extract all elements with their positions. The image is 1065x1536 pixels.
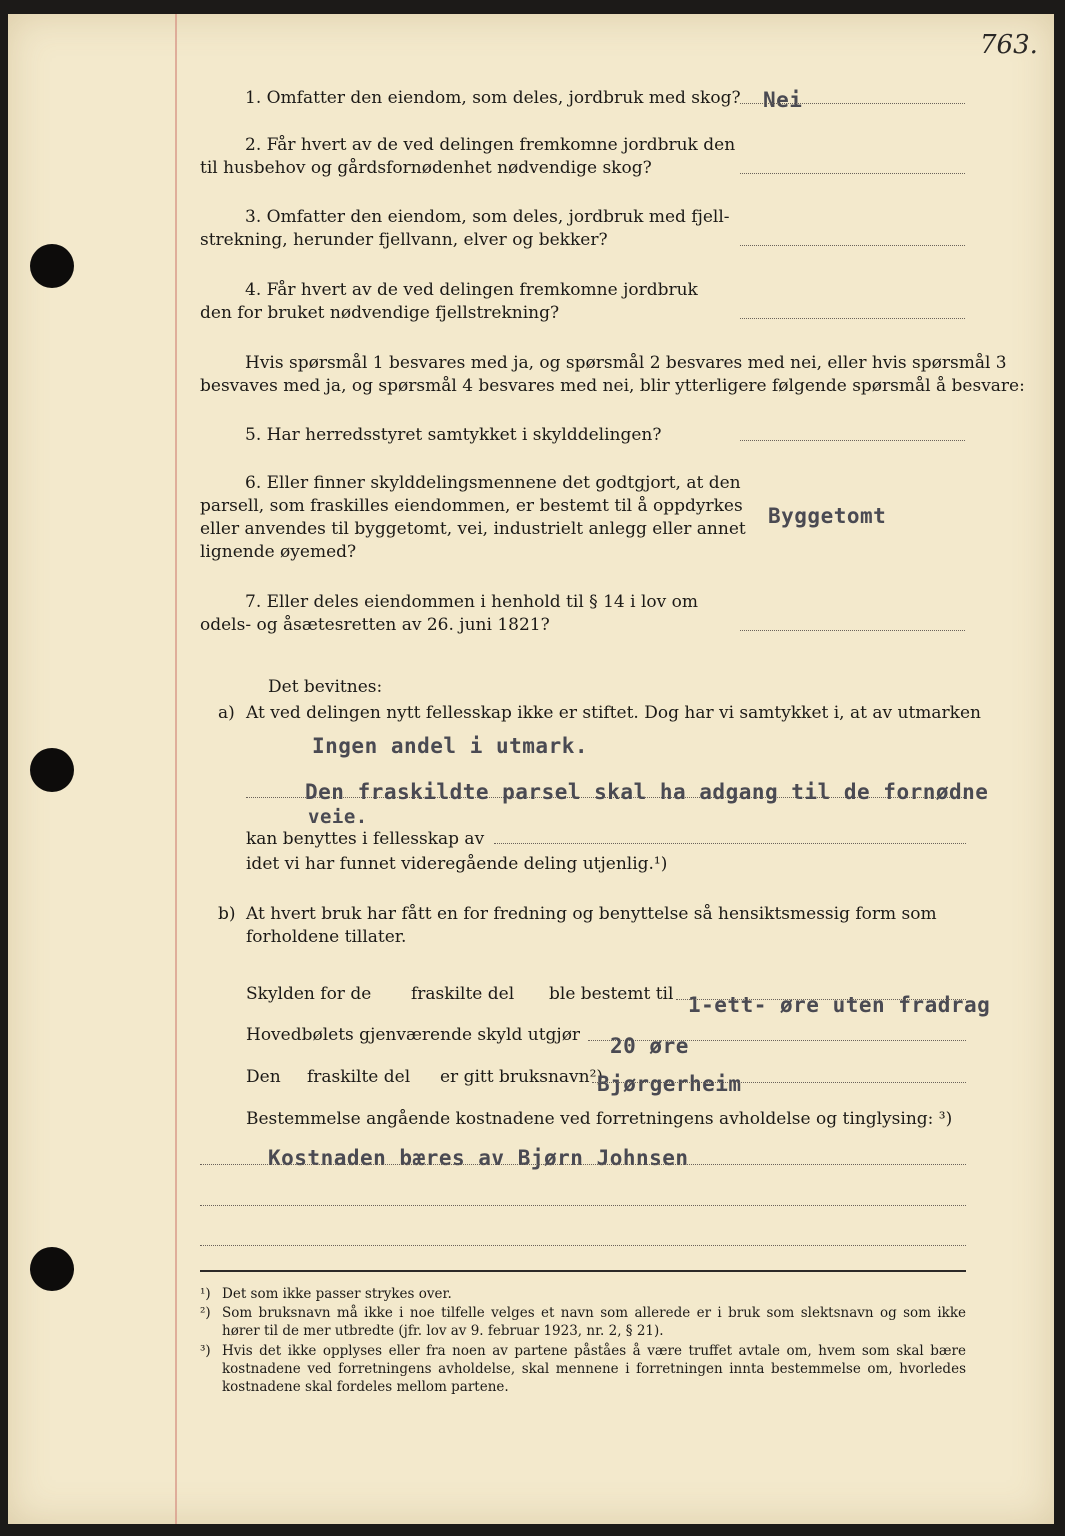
hoved-value: 20 øre [610, 1034, 689, 1058]
attest-heading: Det bevitnes: [268, 677, 383, 697]
typed-outfield-2: Den fraskildte parsel skal ha adgang til de fornødne [305, 780, 989, 804]
answer-1: Nei [763, 88, 803, 112]
question-4-line-1: 4. Får hvert av de ved delingen fremkomne jordbruk [245, 280, 698, 300]
navn-label-2: fraskilte del [307, 1067, 411, 1087]
footnote-3 [200, 1342, 966, 1396]
hoved-label: Hovedbølets gjenværende skyld utgjør [246, 1025, 581, 1045]
footnote-1-marker: ¹) [200, 1286, 211, 1302]
attest-b-line-2: forholdene tillater. [246, 927, 407, 947]
navn-label-1: Den [246, 1067, 281, 1087]
question-3-line-1: 3. Omfatter den eiendom, som deles, jordbruk med fjell- [245, 207, 730, 227]
answer-line-7 [740, 630, 965, 631]
navn-label-3: er gitt bruksnavn²) [440, 1067, 604, 1087]
skyld-label-3: ble bestemt til [549, 984, 674, 1004]
attest-b-line-1: At hvert bruk har fått en for fredning og benyttelse så hensiktsmessig form som [246, 904, 937, 924]
question-4-line-2: den for bruket nødvendige fjellstrekning? [200, 303, 560, 323]
footnote-2-text: Som bruksnavn må ikke i noe tilfelle velges et navn som allerede er i bruk som slektsnavn og som ikke hører til de mer utbredte (jfr. lov av 9. februar 1923, nr. 2, § 21). [222, 1305, 966, 1339]
kost-line-3 [200, 1245, 966, 1246]
punch-hole [30, 244, 74, 288]
question-2-line-2: til husbehov og gårdsfornødenhet nødvendige skog? [200, 158, 652, 178]
footnote-1 [200, 1285, 966, 1303]
navn-value: Bjørgerheim [597, 1072, 742, 1096]
attest-a-text: At ved delingen nytt fellesskap ikke er stiftet. Dog har vi samtykket i, at av utmarken [246, 703, 981, 723]
skyld-value: 1-ett- øre uten fradrag [688, 993, 991, 1017]
kost-label: Bestemmelse angående kostnadene ved forretningens avholdelse og tinglysing: ³) [246, 1109, 953, 1129]
footnote-1-text: Det som ikke passer strykes over. [222, 1286, 452, 1302]
question-6-line-2: parsell, som fraskilles eiendommen, er bestemt til å oppdyrkes [200, 496, 743, 516]
skyld-label-2: fraskilte del [411, 984, 515, 1004]
footnote-rule [200, 1270, 966, 1272]
kost-line-1 [200, 1164, 966, 1165]
typed-outfield-3: veie. [308, 806, 368, 828]
further-division-text: idet vi har funnet videregående deling utjenlig.¹) [246, 854, 668, 874]
answer-line-4 [740, 318, 965, 319]
answer-line-1 [740, 103, 965, 104]
question-3-line-2: strekning, herunder fjellvann, elver og bekker? [200, 230, 608, 250]
margin-line [175, 14, 177, 1524]
shared-use-line [494, 843, 966, 844]
navn-line [592, 1082, 966, 1083]
answer-6: Byggetomt [768, 504, 887, 528]
page-number: 763. [980, 30, 1038, 60]
attest-b-label: b) [218, 904, 236, 924]
answer-line-2 [740, 173, 965, 174]
question-5: 5. Har herredsstyret samtykket i skylddelingen? [245, 425, 662, 445]
question-6-line-3: eller anvendes til byggetomt, vei, industrielt anlegg eller annet [200, 519, 746, 539]
conditional-note-line-2: besvaves med ja, og spørsmål 4 besvares med nei, blir ytterligere følgende spørsmål å besvare: [200, 376, 1025, 396]
typed-outfield-1: Ingen andel i utmark. [312, 734, 589, 758]
kost-value: Kostnaden bæres av Bjørn Johnsen [268, 1146, 689, 1170]
conditional-note-line-1: Hvis spørsmål 1 besvares med ja, og spørsmål 2 besvares med nei, eller hvis spørsmål 3 [245, 353, 1007, 373]
question-7-line-2: odels- og åsætesretten av 26. juni 1821? [200, 615, 550, 635]
question-6-line-1: 6. Eller finner skylddelingsmennene det godtgjort, at den [245, 473, 741, 493]
skyld-line [676, 999, 966, 1000]
question-2-line-1: 2. Får hvert av de ved delingen fremkomne jordbruk den [245, 135, 736, 155]
punch-hole [30, 1247, 74, 1291]
punch-hole [30, 748, 74, 792]
question-7-line-1: 7. Eller deles eiendommen i henhold til § 14 i lov om [245, 592, 698, 612]
question-1: 1. Omfatter den eiendom, som deles, jordbruk med skog? [245, 88, 741, 108]
skyld-label-1: Skylden for de [246, 984, 372, 1004]
shared-use-label: kan benyttes i fellesskap av [246, 829, 485, 849]
footnote-3-text: Hvis det ikke opplyses eller fra noen av partene påståes å være truffet avtale om, hvem som skal bære kostnadene ved forretningens avholdelse, skal mennene i forretningen innta bestemmelse om, hvorledes kostnadene skal fordeles mellom partene. [222, 1343, 966, 1395]
footnote-3-marker: ³) [200, 1343, 211, 1359]
answer-line-3 [740, 245, 965, 246]
kost-line-2 [200, 1205, 966, 1206]
footnote-2 [200, 1304, 966, 1340]
attest-a-label: a) [218, 703, 235, 723]
answer-line-5 [740, 440, 965, 441]
question-6-line-4: lignende øyemed? [200, 542, 357, 562]
footnote-2-marker: ²) [200, 1305, 211, 1321]
